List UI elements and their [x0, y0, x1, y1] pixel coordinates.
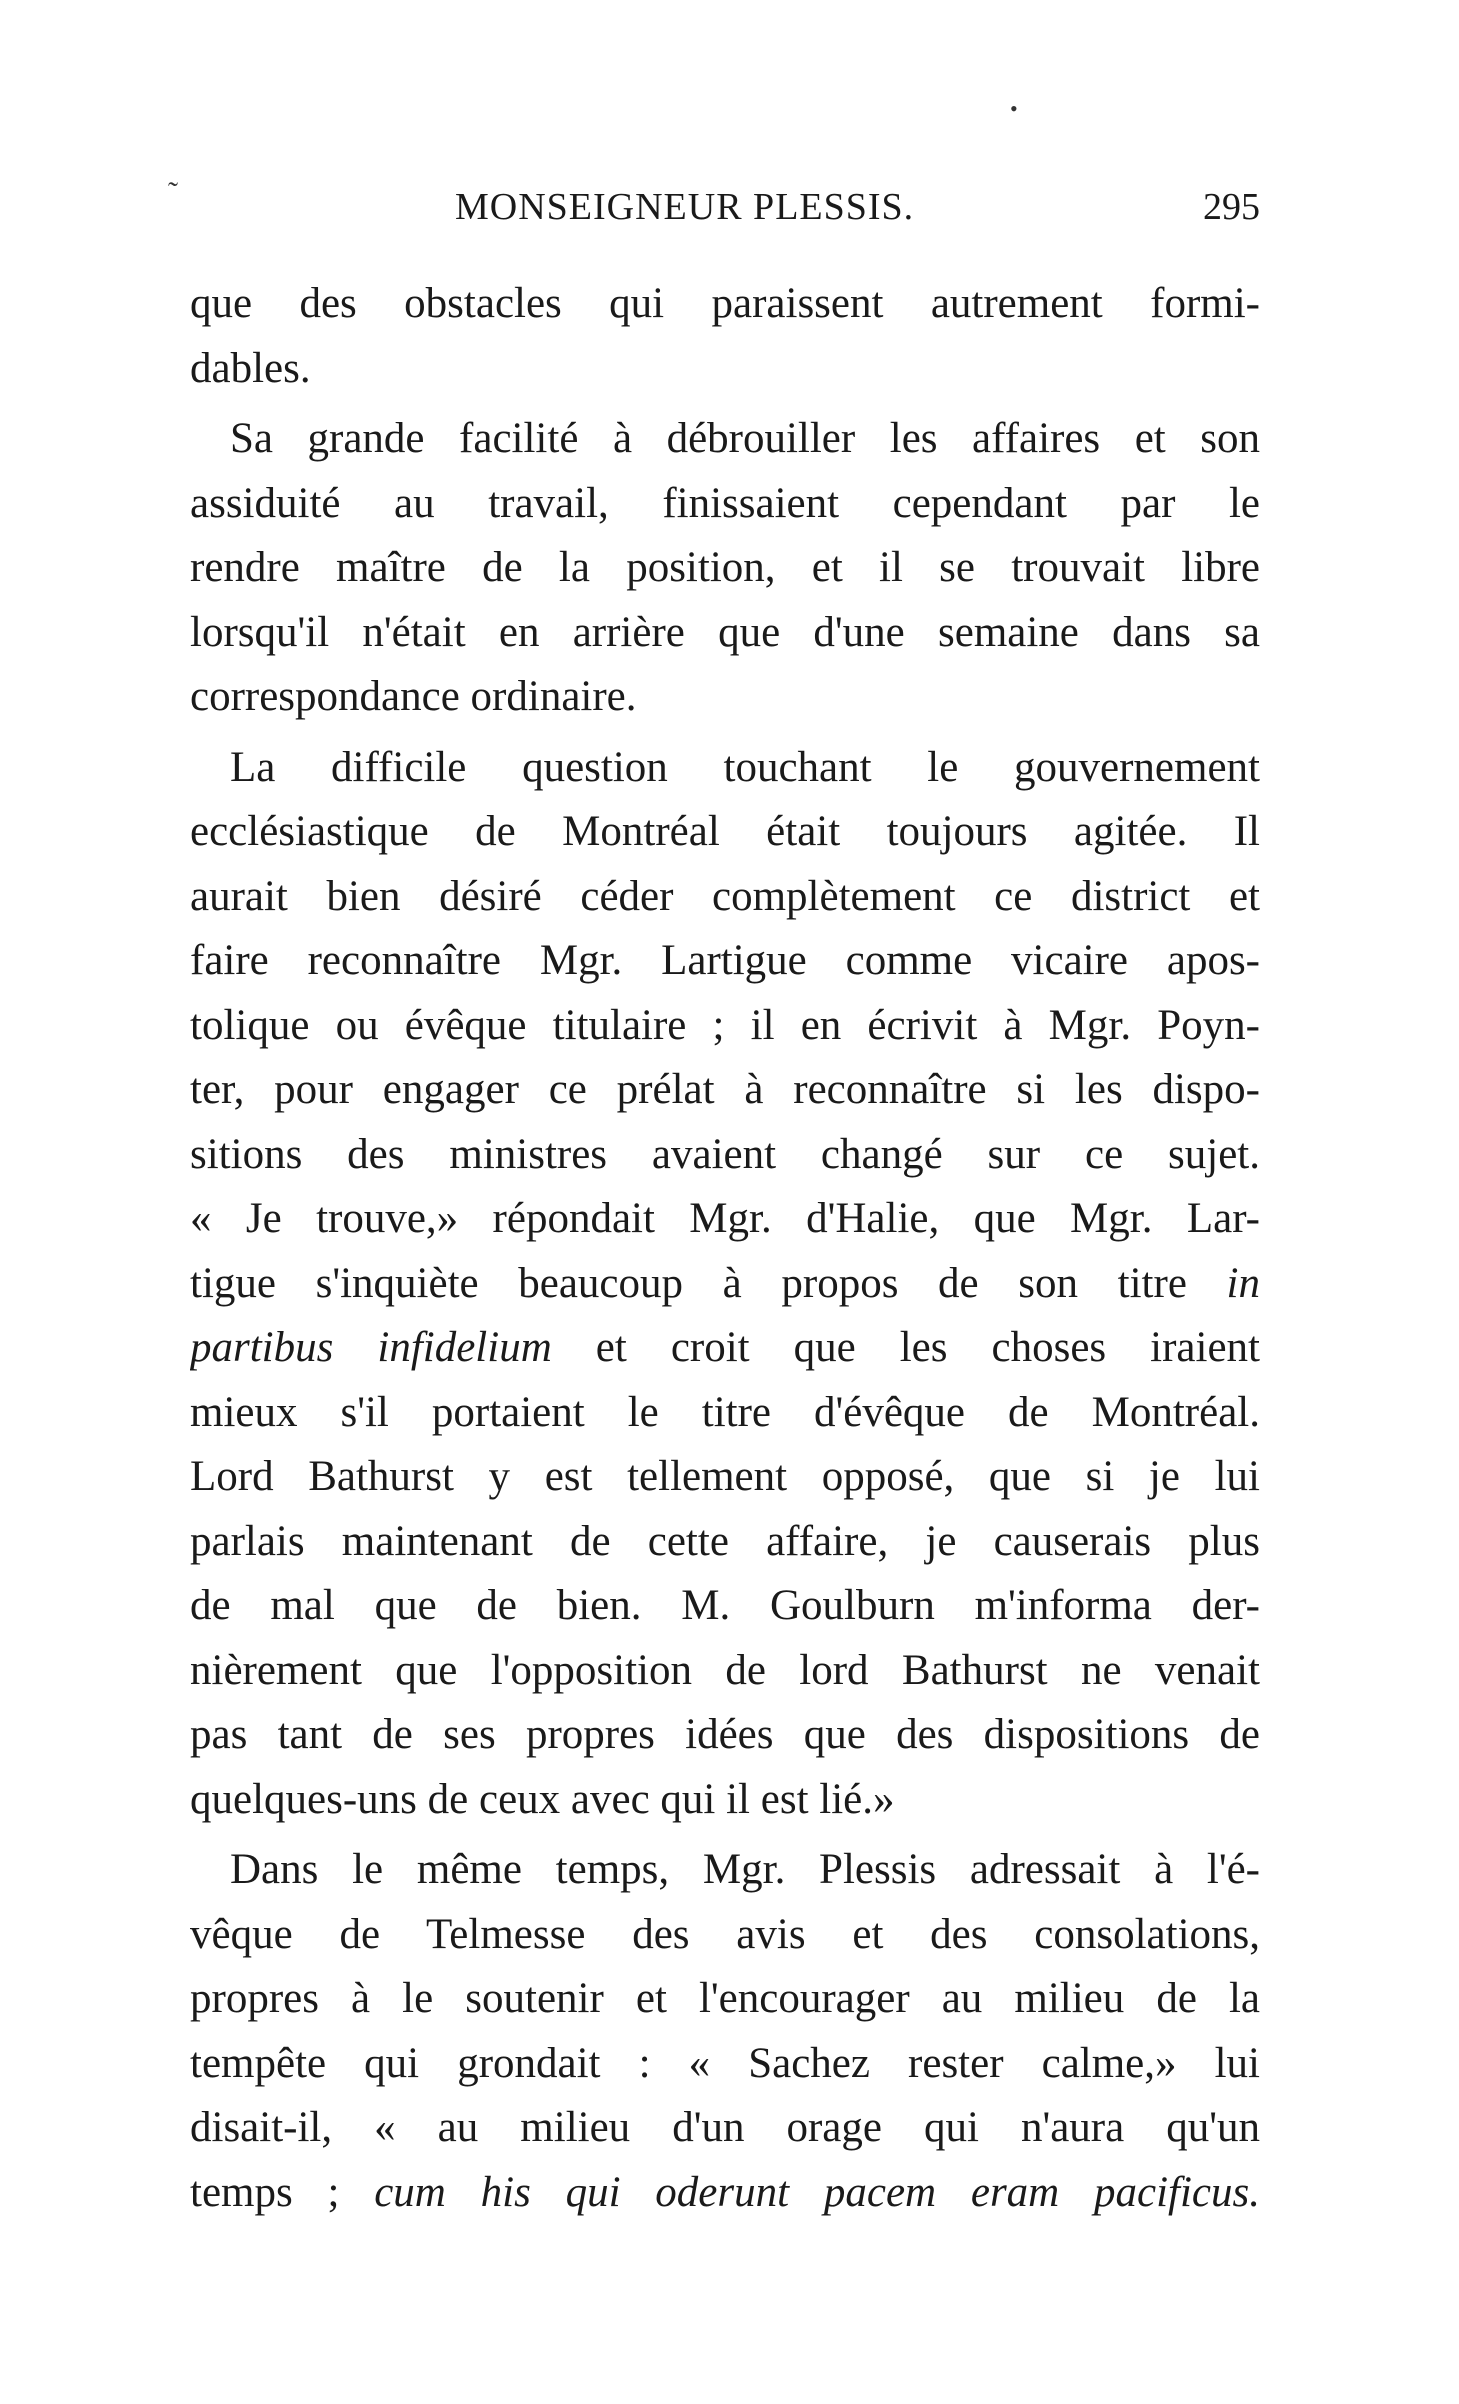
text-line: La difficile question touchant le gouvernement: [230, 743, 1260, 791]
text-line: correspondance ordinaire.: [190, 673, 637, 720]
scan-speck-mark: •: [1010, 96, 1018, 121]
text-line: parlais maintenant de cette affaire, je causerais plus: [190, 1517, 1260, 1565]
text-line: dables.: [190, 344, 311, 392]
text-line: propres à le soutenir et l'encourager au milieu de la: [190, 1975, 1260, 2022]
text-line: tolique ou évêque titulaire ; il en écrivit à Mgr. Poyn-: [190, 1001, 1260, 1049]
text-line: temps ; cum his qui oderunt pacem eram pacificus.: [190, 2168, 1260, 2216]
body-text: [190, 272, 1260, 2225]
text-line: nièrement que l'opposition de lord Bathurst ne venait: [190, 1646, 1260, 1694]
text-line: ter, pour engager ce prélat à reconnaître si les dispo-: [190, 1066, 1260, 1113]
text-line: partibus infidelium et croit que les choses iraient: [190, 1324, 1260, 1371]
text-line: aurait bien désiré céder complètement ce district et: [190, 872, 1260, 920]
text-line: ecclésiastique de Montréal était toujours agitée. Il: [190, 808, 1260, 855]
text-line: pas tant de ses propres idées que des dispositions de: [190, 1711, 1260, 1758]
text-line: Sa grande facilité à débrouiller les affaires et son: [230, 415, 1260, 462]
text-line: « Je trouve,» répondait Mgr. d'Halie, que Mgr. Lar-: [190, 1195, 1260, 1242]
text-line: mieux s'il portaient le titre d'évêque de Montréal.: [190, 1388, 1260, 1436]
text-line: rendre maître de la position, et il se trouvait libre: [190, 544, 1260, 591]
text-line: quelques-uns de ceux avec qui il est lié.»: [190, 1775, 895, 1823]
page-number: 295: [1203, 186, 1260, 228]
text-line: tempête qui grondait : « Sachez rester calme,» lui: [190, 2039, 1260, 2087]
text-line: que des obstacles qui paraissent autrement formi-: [190, 280, 1260, 327]
text-line: faire reconnaître Mgr. Lartigue comme vicaire apos-: [190, 937, 1260, 984]
text-line: vêque de Telmesse des avis et des consolations,: [190, 1910, 1260, 1958]
text-line: de mal que de bien. M. Goulburn m'informa der-: [190, 1582, 1260, 1629]
page-header: [190, 185, 1260, 245]
text-line: disait-il, « au milieu d'un orage qui n'aura qu'un: [190, 2104, 1260, 2151]
text-line: lorsqu'il n'était en arrière que d'une semaine dans sa: [190, 608, 1260, 656]
running-title: MONSEIGNEUR PLESSIS.: [455, 186, 915, 228]
scan-speck-mark: ˜: [168, 176, 178, 209]
text-line: Lord Bathurst y est tellement opposé, que si je lui: [190, 1453, 1260, 1500]
text-line: sitions des ministres avaient changé sur ce sujet.: [190, 1130, 1260, 1178]
text-line: Dans le même temps, Mgr. Plessis adressait à l'é-: [230, 1846, 1260, 1893]
text-line: tigue s'inquiète beaucoup à propos de son titre in: [190, 1259, 1260, 1307]
text-line: assiduité au travail, finissaient cependant par le: [190, 479, 1260, 527]
